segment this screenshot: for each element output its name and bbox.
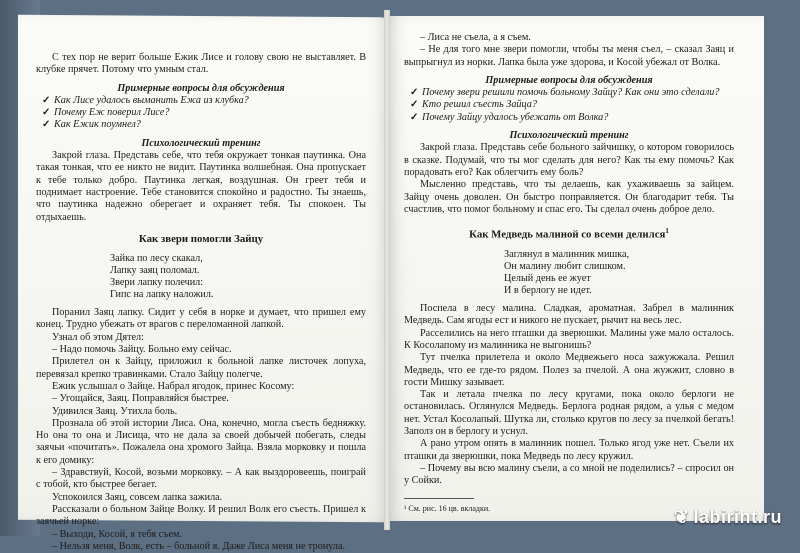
right-story-title-text: Как Медведь малиной со всеми делился [469,228,666,241]
book-spine [384,10,390,530]
footnote: ¹ См. рис. 16 цв. вкладки. [404,503,491,513]
right-training-text: Закрой глаза. Представь себе больного зайчишку, о котором говорилось в сказке. Подумай, что ты мог сделать для него? Как ты ему помочь? Как порадовать его? Как облегчить ему боль? [404,142,734,178]
left-question-text: Как Ежик поумнел? [54,119,141,131]
check-icon: ✓ [42,94,51,106]
right-paragraph: Тут пчелка прилетела и около Медвежьего носа зажужжала. Решил Медведь, что ее где-то рядом. Полез за пчелой. А она жужжит, словно в гости Мишку зазывает. [404,352,734,388]
verse-line: Целый день ее жует [504,273,591,285]
verse-line: Гипс на лапку наложил. [110,289,214,301]
right-question-text: Почему звери решили помочь больному Зайцу? Как они это сделали? [422,87,720,99]
left-question-text: Почему Еж поверил Лисе? [54,107,170,119]
watermark-text: labirint.ru [693,507,782,527]
right-paragraph: Расселились на него пташки да зверюшки. Малины уже мало осталось. К Косолапому из малинника не выгонишь? [404,327,734,351]
watermark [674,507,782,528]
left-paragraph: – Выходи, Косой, я тебя съем. [52,528,182,540]
left-paragraph: – Здравствуй, Косой, возьми морковку. – А как выздоровеешь, поиграй с тобой, кто быстрее бегает. [36,467,366,491]
left-question-text: Как Лисе удалось выманить Ежа из клубка? [54,94,249,106]
left-paragraph: – Надо помочь Зайцу. Больно ему сейчас. [52,344,232,356]
check-icon: ✓ [410,87,419,99]
left-question [36,107,366,119]
left-column [36,52,366,553]
left-training-text: Закрой глаза. Представь себе, что тебя окружает тонкая паутинка. Она такая тонкая, что ее никто не видит. Паутинка волшебная. Она пропускает к тебе только добро. Паутинка легкая, воздушная. Он греет тебя и поднимает настроение. Тебе становится спокойно и радостно. Ты знаешь, что паутинка надежно оберегает и охраняет тебя. Ты спокоен. Ты отдыхаешь. [36,150,366,223]
bird-logo-icon: ❦ [673,507,690,527]
right-intro-line: – Лиса не съела, а я съем. [420,32,531,43]
left-paragraph: Удивился Заяц. Утихла боль. [52,405,178,417]
left-story-title: Как звери помогли Зайцу [138,232,264,245]
right-paragraph: Так и летала пчелка по лесу кругами, пока около берлоги не остановилась. Оглянулся Медведь. Берлога родная рядом, а улья с медом нет. Устал Косолапый. Шуткa ли, столько кругов по лесу за пчелкой бегать! Заполз он в берлогу и уснул. [404,389,734,438]
check-icon: ✓ [42,107,51,119]
left-paragraph: Успокоился Заяц, совсем лапка зажила. [52,491,223,503]
verse-line: Звери лапку полечил: [110,277,204,289]
right-training-text-2: Мысленно представь, что ты делаешь, как ухаживаешь за зайцем. Зайцу очень доволен. Он быстро поправляется. Он благодарит тебя. Ты счастлив, что помог больному и спас его. Ты сделал очень доброе дело. [404,179,734,215]
left-paragraph: Узнал об этом Дятел: [52,331,144,343]
right-paragraph: А рано утром опять в малинник пошел. Только ягод уже нет. Съели их пташки да зверюшки, пока Медведь по лесу кружил. [404,438,734,462]
check-icon: ✓ [42,119,51,131]
footnote-rule [404,498,474,499]
left-intro: С тех пор не верит больше Ежик Лисе и голову свою не выставляет. В клубке прячет. Потому что умным стал. [36,52,366,76]
right-question [404,99,734,111]
right-questions-heading: Примерные вопросы для обсуждения [485,74,653,86]
left-question [36,119,366,131]
right-question-text: Кто решил съесть Зайца? [422,99,537,111]
verse-line: Заглянул в малинник мишка, [504,249,630,261]
verse-line: И в берлогу не идет. [504,285,592,297]
verse-line: Он малину любит слишком. [504,261,626,273]
right-story-title [404,225,734,241]
right-question-text: Почему Зайцу удалось убежать от Волка? [422,111,609,123]
left-questions-heading: Примерные вопросы для обсуждения [117,82,285,94]
verse-line: Зайка по лесу скакал, [110,253,203,265]
left-paragraph: – Угощайся, Заяц. Поправляйся быстрее. [52,393,229,405]
verse-line: Лапку заяц поломал. [110,265,200,277]
left-training-heading: Психологический тренинг [141,137,261,149]
right-intro-line: – Не для того мне звери помогли, чтобы ты меня съел, – сказал Заяц и выпрыгнул из норки. Лапка была уже здорова, и Косой убежал от Волка. [404,44,734,68]
left-paragraph: Рассказали о больном Зайце Волку. И решил Волк его съесть. Пришел к заячьей норке: [36,503,366,528]
check-icon: ✓ [410,111,419,123]
right-paragraph: Поспела в лесу малина. Сладкая, ароматная. Забрел в малинник Медведь. Сам ягоды ест и никого не пускает, рычит на весь лес. [404,303,734,327]
check-icon: ✓ [410,99,419,111]
left-paragraph: Ежик услышал о Зайце. Набрал ягодок, принес Косому: [52,380,295,392]
right-question [404,112,734,124]
left-paragraph: – Нельзя меня, Волк, есть – больной я. Даже Лиса меня не тронула. [52,540,346,552]
right-question [404,87,734,99]
left-verse [36,253,366,301]
left-paragraph: Прилетел он к Зайцу, приложил к больной лапке листочек лопуха, перевязал крепко травинками. Стало Зайцу полегче. [36,356,366,380]
footnote-marker: 1 [665,227,669,236]
left-paragraph: Прознала об этой истории Лиса. Она, конечно, могла съесть бедняжку. Но она то она и Лисица, что не дала за своей добычей побегать, следы заячьи «почитать». Пожалела она хромого Зайца. Взяла морковку и пошла к его домику: [36,417,366,466]
left-question [36,95,366,107]
left-paragraph: Поранил Заяц лапку. Сидит у себя в норке и думает, что пришел ему конец. Трудно убежать от врагов с переломанной лапкой. [36,307,366,331]
right-paragraph: – Почему вы всю малину съели, а со мной не поделились? – спросил он у Сойки. [404,462,734,487]
right-training-heading: Психологический тренинг [509,130,629,142]
right-column [404,32,734,515]
right-verse [404,249,734,297]
